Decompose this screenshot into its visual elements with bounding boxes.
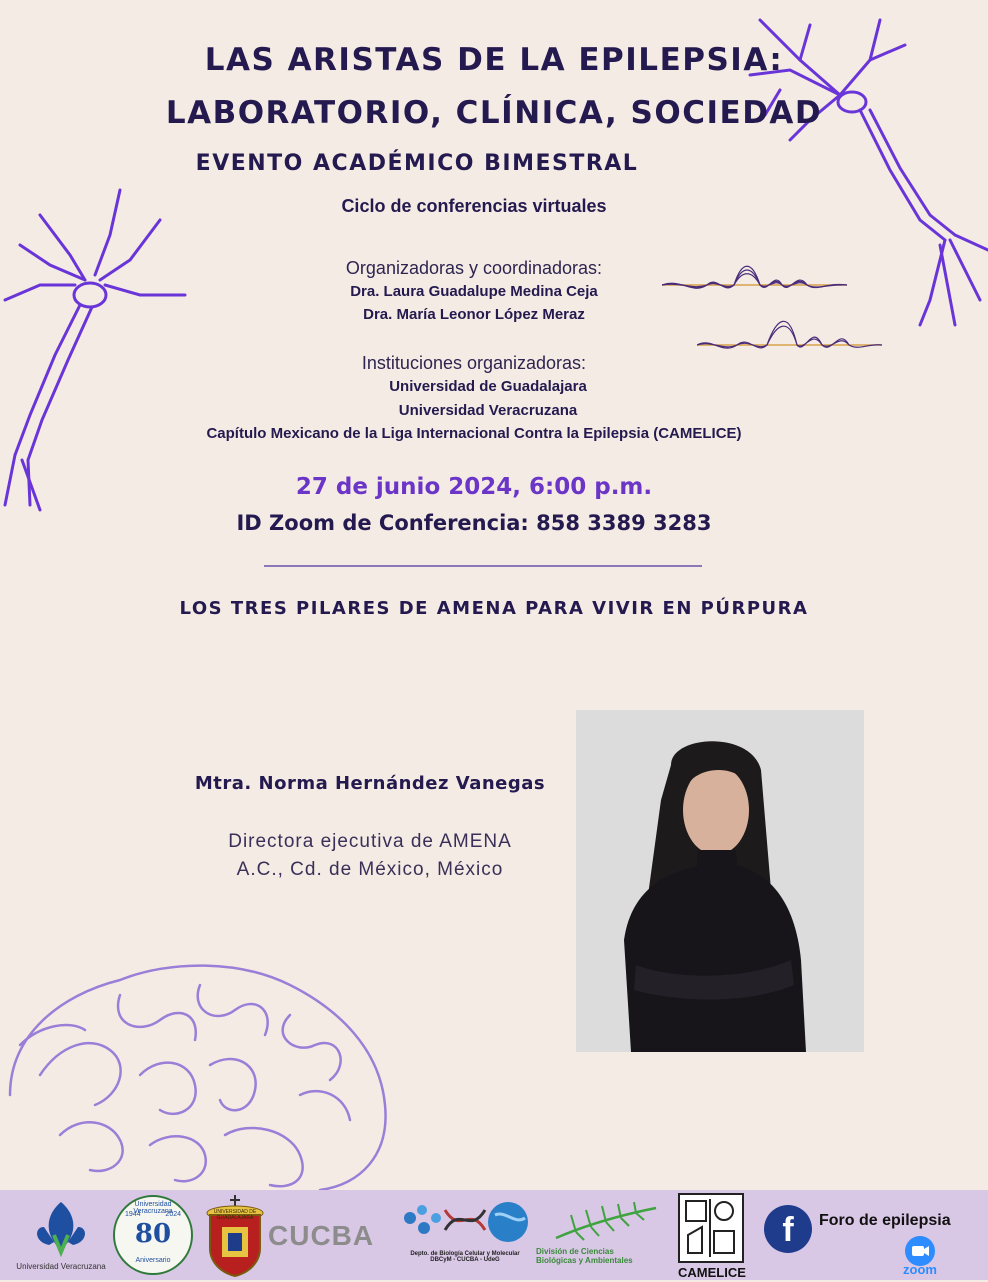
facebook-page-link[interactable]: Foro de epilepsia — [819, 1212, 951, 1229]
speaker-name: Mtra. Norma Hernández Vanegas — [194, 773, 546, 794]
cucba-logo: CUCBA — [268, 1220, 375, 1251]
event-date: 27 de junio 2024, 6:00 p.m. — [295, 474, 653, 500]
brain-illustration — [0, 955, 400, 1195]
camelice-logo — [678, 1193, 746, 1278]
facebook-icon[interactable]: f — [764, 1205, 812, 1253]
institution-name: Capítulo Mexicano de la Liga Internacional Contra la Epilepsia (CAMELICE) — [206, 425, 742, 442]
conference-cycle: Ciclo de conferencias virtuales — [341, 196, 607, 216]
anniv-top-text: Universidad Veracruzana — [133, 1201, 173, 1215]
institution-name: Universidad Veracruzana — [398, 402, 578, 419]
zoom-label: zoom — [903, 1262, 937, 1277]
uv-logo-caption: Universidad Veracruzana — [16, 1262, 106, 1271]
neuron-left-illustration — [0, 185, 190, 515]
udg-crest-logo — [204, 1193, 266, 1277]
institutions-label: Instituciones organizadoras: — [361, 353, 587, 373]
anniv-year-end: 2024 — [165, 1211, 181, 1218]
zoom-id: ID Zoom de Conferencia: 858 3389 3283 — [236, 511, 712, 535]
udg-arc-text: UNIVERSIDAD DE GUADALAJARA — [213, 1209, 257, 1221]
speaker-role — [160, 828, 580, 884]
speaker-role-line2: A.C., Cd. de México, México — [236, 859, 504, 880]
divider — [264, 565, 702, 567]
page-title-line2: LABORATORIO, CLÍNICA, SOCIEDAD — [165, 95, 823, 131]
dbcym-caption-line1: Depto. de Biología Celular y Molecular — [410, 1251, 520, 1257]
page-title-line1: LAS ARISTAS DE LA EPILEPSIA: — [204, 42, 784, 78]
dbcym-logo — [400, 1200, 530, 1278]
uv-logo — [14, 1197, 108, 1277]
organizers-label: Organizadoras y coordinadoras: — [345, 258, 603, 278]
organizer-name: Dra. María Leonor López Meraz — [363, 306, 585, 323]
speaker-role-line1: Directora ejecutiva de AMENA — [228, 831, 512, 852]
institution-name: Universidad de Guadalajara — [389, 378, 587, 395]
talk-title: LOS TRES PILARES DE AMENA PARA VIVIR EN PÚRPURA — [179, 598, 809, 619]
speaker-photo — [576, 710, 864, 1052]
anniv-number: 80 — [134, 1219, 172, 1249]
division-line2: Biológicas y Ambientales — [536, 1256, 633, 1265]
camelice-emblem — [678, 1193, 744, 1263]
anniv-years — [125, 1211, 181, 1218]
anniv-bottom-text: Aniversario — [135, 1257, 171, 1264]
dbcym-caption-line2: DBCyM - CUCBA - UdeG — [430, 1257, 500, 1263]
event-subtitle: EVENTO ACADÉMICO BIMESTRAL — [195, 151, 639, 176]
organizer-name: Dra. Laura Guadalupe Medina Ceja — [350, 283, 598, 300]
division-ciencias-logo — [536, 1200, 664, 1278]
uv-80-anniversary-logo — [113, 1195, 193, 1275]
anniv-year-start: 1944 — [125, 1211, 141, 1218]
division-line1: División de Ciencias — [536, 1247, 614, 1256]
camelice-label: CAMELICE — [678, 1265, 746, 1280]
